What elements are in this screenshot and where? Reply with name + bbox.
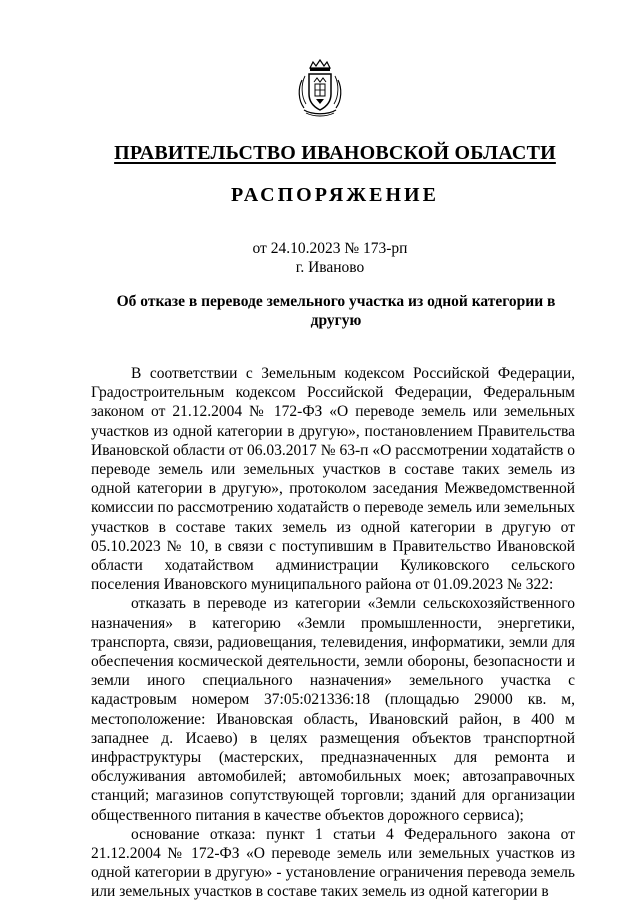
- document-type: РАСПОРЯЖЕНИЕ: [231, 184, 439, 206]
- government-title: ПРАВИТЕЛЬСТВО ИВАНОВСКОЙ ОБЛАСТИ: [114, 142, 556, 164]
- paragraph-preamble: В соответствии с Земельным кодексом Российской Федерации, Градостроительным кодексом Российской Федерации, Федеральным законом от 21.12.2004 № 172-ФЗ «О переводе земель или земельных участков из одной категории в другую», постановлением Правительства Ивановской области от 06.03.2017 № 63-п «О рассмотрении ходатайств о переводе земель или земельных участков в составе таких земель из одной категории в другую», протоколом заседания Межведомственной комиссии по рассмотрению ходатайств о переводе земель или земельных участков в составе таких земель из одной категории в другую от 05.10.2023 № 10, в связи с поступившим в Правительство Ивановской области ходатайством администрации Куликовского сельского поселения Ивановского муниципального района от 01.09.2023 № 322:: [91, 365, 575, 594]
- coat-of-arms-icon: [296, 58, 344, 118]
- paragraph-decision: отказать в переводе из категории «Земли сельскохозяйственного назначения» в категорию «Земли промышленности, энергетики, транспорта, связи, радиовещания, телевидения, информатики, земли для обеспечения космической деятельности, земли обороны, безопасности и земли иного специального назначения» земельного участка с кадастровым номером 37:05:021336:18 (площадью 29000 кв. м, местоположение: Ивановская область, Ивановский район, в 400 м западнее д. Исаево) в целях размещения объектов транспортной инфраструктуры (мастерских, предназначенных для ремонта и обслуживания автомобилей; автомобильных моек; автозаправочных станций; магазинов сопутствующей торговли; зданий для организации общественного питания в качестве объектов дорожного сервиса);: [91, 595, 575, 824]
- document-subject: Об отказе в переводе земельного участка из одной категории в другую: [116, 293, 556, 329]
- document-body: [91, 364, 575, 902]
- paragraph-grounds: основание отказа: пункт 1 статьи 4 Федерального закона от 21.12.2004 № 172-ФЗ «О переводе земель или земельных участков из одной категории в другую» - установление ограничения перевода земель или земельных участков в составе таких земель из одной категории в: [91, 825, 575, 901]
- date-number: от 24.10.2023 № 173-рп: [252, 240, 408, 257]
- city: г. Иваново: [295, 259, 365, 276]
